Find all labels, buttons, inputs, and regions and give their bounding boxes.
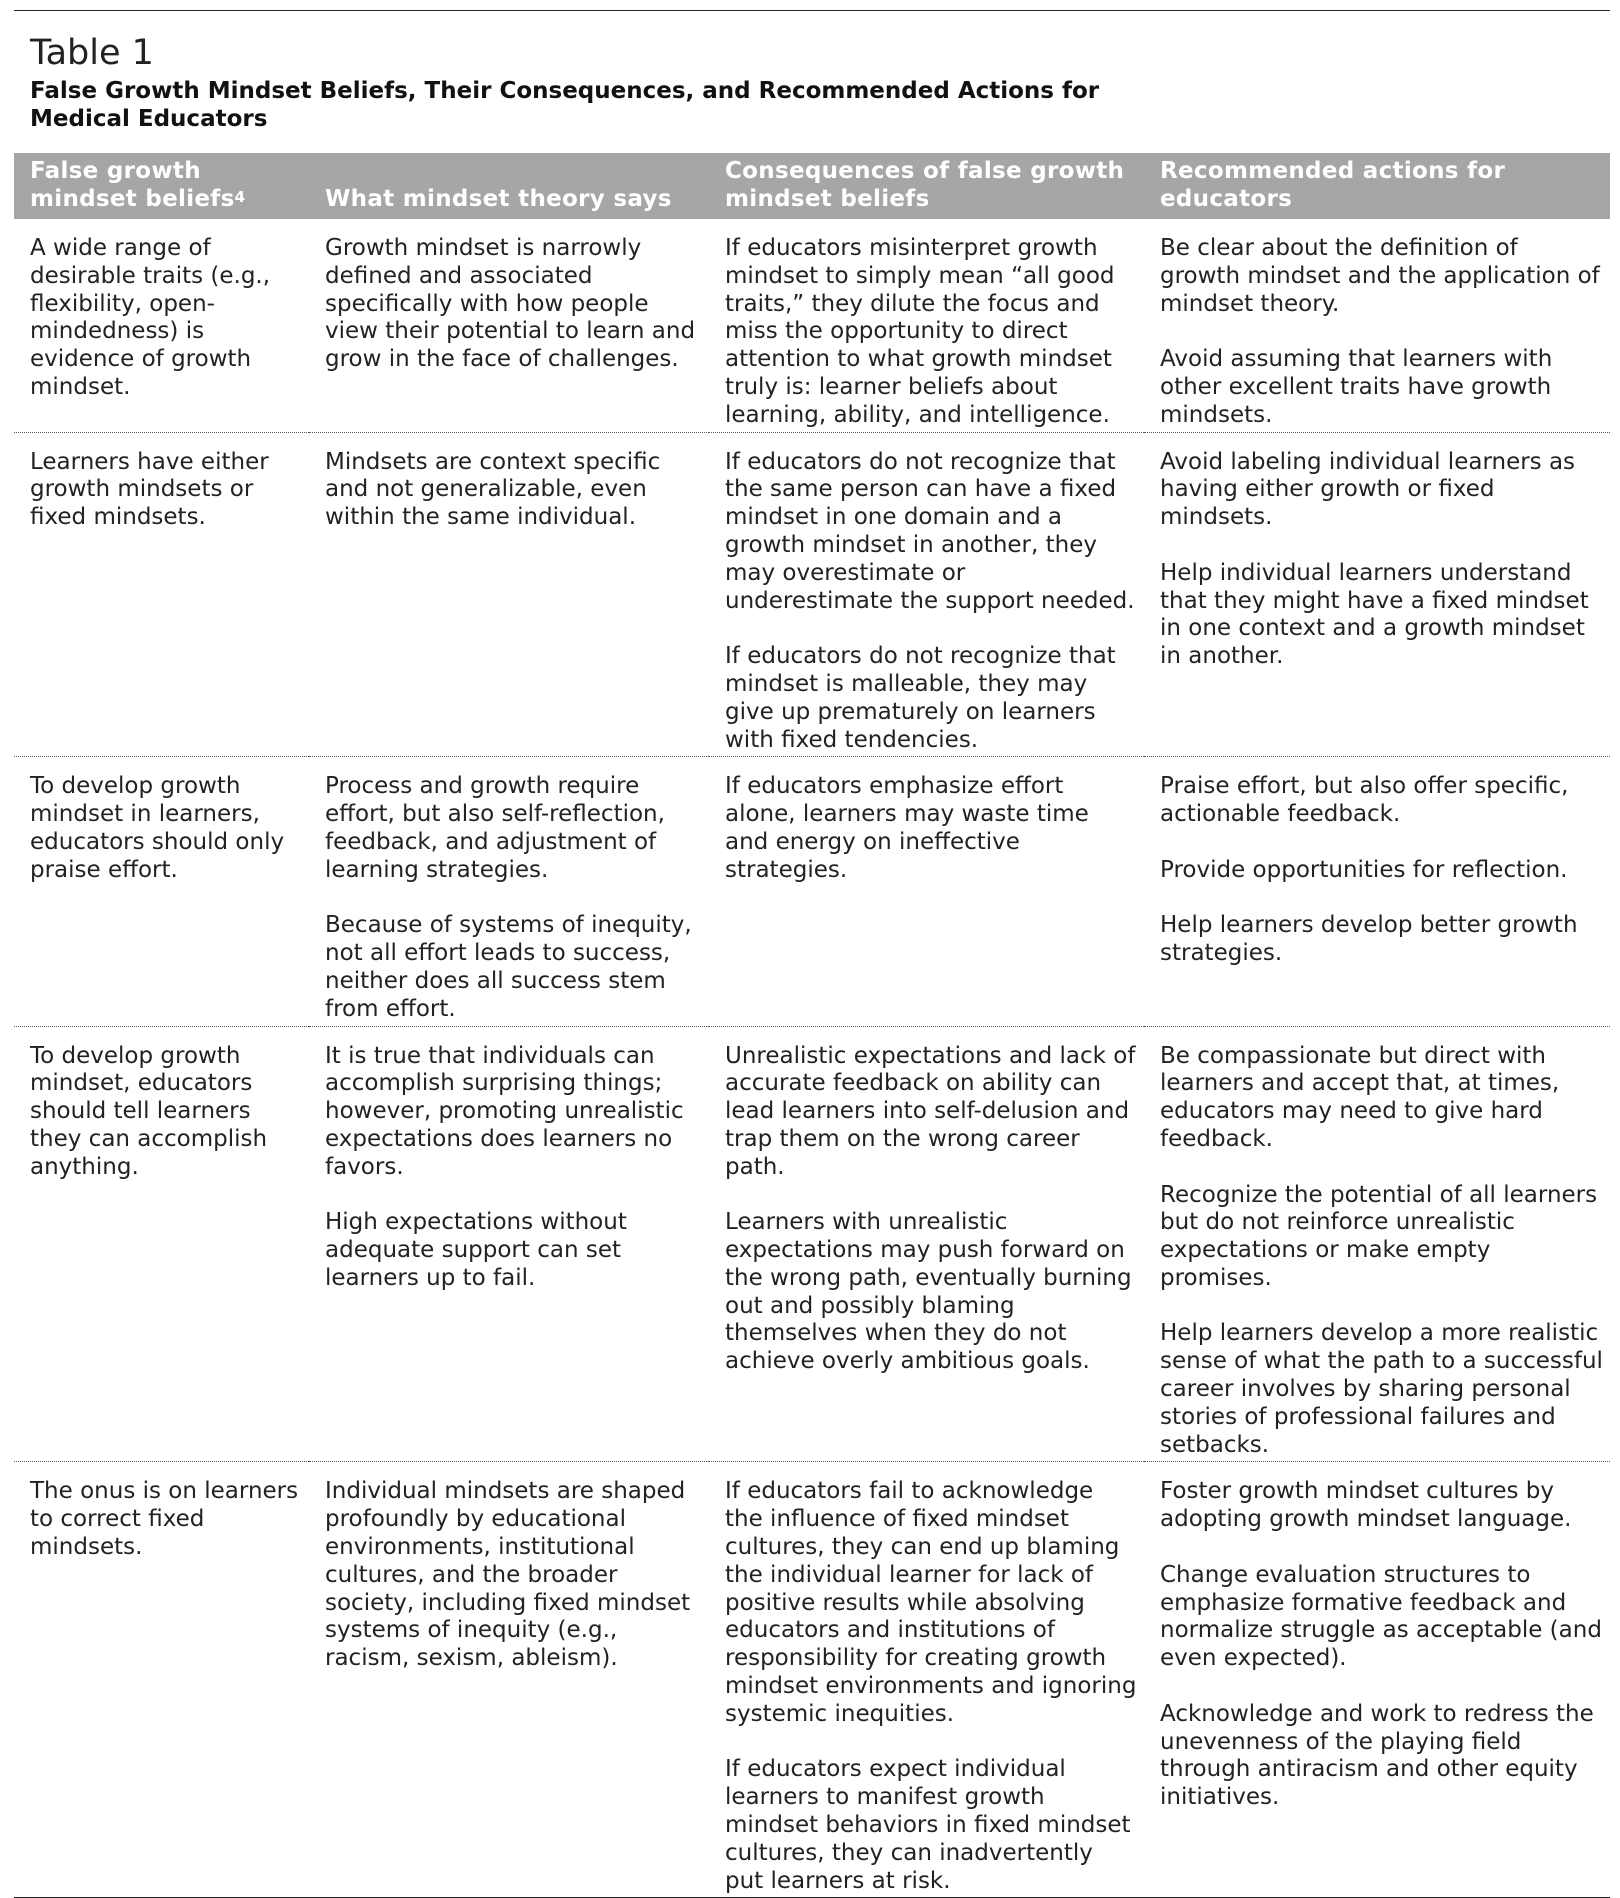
theory-text: High expectations without adequate support can set learners up to fail. (325, 1209, 627, 1291)
consequences-cell (709, 219, 1144, 432)
action-text: Foster growth mindset cultures by adopting growth mindset language. (1160, 1478, 1572, 1533)
header-false-beliefs (14, 153, 309, 219)
consequence-text: If educators do not recognize that mindset is malleable, they may give up prematurely on learners with fixed tendencies. (725, 643, 1116, 753)
table-row (14, 1462, 1610, 1898)
theory-text: Growth mindset is narrowly defined and associated specifically with how people view their potential to learn and grow in the face of challenges. (325, 235, 696, 373)
theory-text: It is true that individuals can accomplish surprising things; however, promoting unrealistic expectations does learners no favors. (325, 1042, 684, 1180)
action-text: Help individual learners understand that they might have a fixed mindset in one context and a growth mindset in another. (1160, 559, 1589, 670)
consequence-text: Unrealistic expectations and lack of accurate feedback on ability can lead learners into self-delusion and trap them on the wrong career path. (725, 1042, 1136, 1180)
footnote-ref: 4 (234, 188, 246, 206)
consequences-cell (709, 1462, 1144, 1898)
consequence-text: If educators expect individual learners to manifest growth mindset behaviors in fixed mindset cultures, they can inadvertently put learners at risk. (725, 1756, 1131, 1894)
header-mindset-theory: What mindset theory says (309, 153, 709, 219)
actions-cell (1144, 1462, 1610, 1898)
belief-text: The onus is on learners to correct fixed mindsets. (30, 1478, 299, 1561)
belief-text: A wide range of desirable traits (e.g., flexibility, open-mindedness) is evidence of growth mindset. (30, 235, 271, 400)
belief-cell (14, 1026, 309, 1462)
table-row (14, 219, 1610, 432)
header-consequences: Consequences of false growth mindset beliefs (709, 153, 1144, 219)
action-text: Be compassionate but direct with learners and accept that, at times, educators may need to give hard feedback. (1160, 1042, 1560, 1152)
belief-text: Learners have either growth mindsets or fixed mindsets. (30, 448, 269, 531)
action-text: Recognize the potential of all learners but do not reinforce unrealistic expectations or make empty promises. (1160, 1181, 1598, 1291)
belief-cell (14, 432, 309, 757)
actions-cell (1144, 757, 1610, 1026)
action-text: Change evaluation structures to emphasize formative feedback and normalize struggle as acceptable (and even expected). (1160, 1561, 1602, 1672)
header-row (14, 153, 1610, 219)
theory-cell (309, 757, 709, 1026)
theory-cell (309, 219, 709, 432)
table-row (14, 432, 1610, 757)
action-text: Praise effort, but also offer specific, actionable feedback. (1160, 773, 1569, 828)
top-rule (14, 10, 1610, 11)
header-false-beliefs-text: False growth mindset beliefs (30, 158, 235, 212)
consequence-text: If educators do not recognize that the same person can have a fixed mindset in one domain and a growth mindset in another, they may overestimate or underestimate the support needed. (725, 448, 1135, 614)
table-title: False Growth Mindset Beliefs, Their Consequences, and Recommended Actions for Medical Educators (30, 78, 1100, 132)
consequence-text: If educators emphasize effort alone, learners may waste time and energy on ineffective strategies. (725, 773, 1089, 883)
consequences-cell (709, 432, 1144, 757)
belief-cell (14, 219, 309, 432)
document-page (14, 10, 1610, 1898)
belief-cell (14, 1462, 309, 1898)
belief-text: To develop growth mindset in learners, educators should only praise effort. (30, 773, 285, 883)
consequence-text: Learners with unrealistic expectations may push forward on the wrong path, eventually burning out and possibly blaming themselves when they do not achieve overly ambitious goals. (725, 1209, 1132, 1375)
action-text: Acknowledge and work to redress the unevenness of the playing field through antiracism and other equity initiatives. (1160, 1700, 1594, 1811)
theory-text: Mindsets are context specific and not generalizable, even within the same individual. (325, 448, 661, 531)
table-row (14, 1026, 1610, 1462)
table-label: Table 1 (30, 33, 154, 73)
theory-cell (309, 1026, 709, 1462)
consequence-text: If educators misinterpret growth mindset to simply mean “all good traits,” they dilute the focus and miss the opportunity to direct attention to what growth mindset truly is: learner beliefs about learning, ability, and intelligence. (725, 235, 1115, 428)
theory-cell (309, 1462, 709, 1898)
action-text: Be clear about the definition of growth mindset and the application of mindset theory. (1160, 235, 1600, 317)
actions-cell (1144, 219, 1610, 432)
actions-cell (1144, 432, 1610, 757)
action-text: Help learners develop a more realistic sense of what the path to a successful career involves by sharing personal stories of professional failures and setbacks. (1160, 1320, 1603, 1458)
action-text: Provide opportunities for reflection. (1160, 856, 1568, 883)
actions-cell (1144, 1026, 1610, 1462)
theory-cell (309, 432, 709, 757)
action-text: Help learners develop better growth strategies. (1160, 912, 1578, 967)
consequences-cell (709, 757, 1144, 1026)
theory-text: Because of systems of inequity, not all effort leads to success, neither does all success stem from effort. (325, 912, 692, 1022)
mindset-table (14, 153, 1610, 1898)
belief-cell (14, 757, 309, 1026)
table-row (14, 757, 1610, 1026)
table-header (14, 153, 1610, 219)
theory-text: Process and growth require effort, but also self-reflection, feedback, and adjustment of learning strategies. (325, 773, 665, 883)
header-recommended-actions: Recommended actions for educators (1144, 153, 1610, 219)
belief-text: To develop growth mindset, educators should tell learners they can accomplish anything. (30, 1042, 268, 1180)
consequences-cell (709, 1026, 1144, 1462)
action-text: Avoid labeling individual learners as having either growth or fixed mindsets. (1160, 448, 1576, 531)
action-text: Avoid assuming that learners with other excellent traits have growth mindsets. (1160, 346, 1553, 428)
theory-text: Individual mindsets are shaped profoundly by educational environments, institutional cultures, and the broader society, including fixed mindset systems of inequity (e.g., racism, sexism, ableism). (325, 1478, 691, 1672)
table-body (14, 219, 1610, 1898)
consequence-text: If educators fail to acknowledge the influence of fixed mindset cultures, they can end up blaming the individual learner for lack of positive results while absolving educators and institutions of responsibility for creating growth mindset environments and ignoring systemic inequities. (725, 1478, 1137, 1727)
